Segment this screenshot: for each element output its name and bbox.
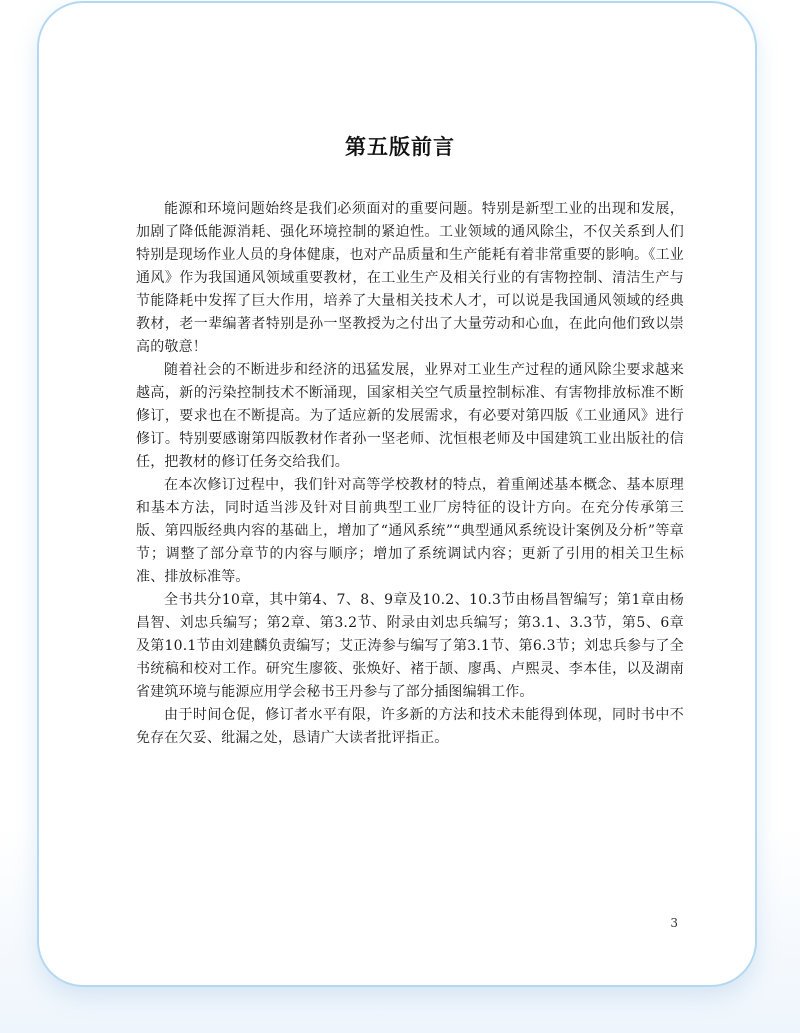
paragraph-4: 全书共分10章，其中第4、7、8、9章及10.2、10.3节由杨昌智编写；第1章由杨昌智、刘忠兵编写；第2章、第3.2节、附录由刘忠兵编写；第3.1、3.3节，第5、6章及第10.1节由刘建麟负责编写；艾正涛参与编写了第3.1节、第6.3节；刘忠兵参与了全书统稿和校对工作。研究生廖筱、张焕好、褚于颉、廖禹、卢熙灵、李本佳，以及湖南省建筑环境与能源应用学会秘书王丹参与了部分插图编辑工作。 — [136, 592, 684, 700]
paragraph-1: 能源和环境问题始终是我们必须面对的重要问题。特别是新型工业的出现和发展，加剧了降低能源消耗、强化环境控制的紧迫性。工业领域的通风除尘，不仅关系到人们特别是现场作业人员的身体健康，也对产品质量和生产能耗有着非常重要的影响。《工业通风》作为我国通风领域重要教材，在工业生产及相关行业的有害物控制、清洁生产与节能降耗中发挥了巨大作用，培养了大量相关技术人才，可以说是我国通风领域的经典教材，老一辈编著者特别是孙一坚教授为之付出了大量劳动和心血，在此向他们致以崇高的敬意！ — [136, 201, 684, 355]
paragraph-3: 在本次修订过程中，我们针对高等学校教材的特点，着重阐述基本概念、基本原理和基本方法，同时适当涉及针对目前典型工业厂房特征的设计方向。在充分传承第三版、第四版经典内容的基础上，增加了“通风系统”“典型通风系统设计案例及分析”等章节；调整了部分章节的内容与顺序；增加了系统调试内容；更新了引用的相关卫生标准、排放标准等。 — [136, 477, 684, 585]
paragraph-2: 随着社会的不断进步和经济的迅猛发展，业界对工业生产过程的通风除尘要求越来越高，新的污染控制技术不断涌现，国家相关空气质量控制标准、有害物排放标准不断修订，要求也在不断提高。为了适应新的发展需求，有必要对第四版《工业通风》进行修订。特别要感谢第四版教材作者孙一坚老师、沈恒根老师及中国建筑工业出版社的信任，把教材的修订任务交给我们。 — [136, 362, 684, 470]
page-title: 第五版前言 — [345, 134, 455, 159]
preface-body — [136, 198, 684, 750]
paragraph-5: 由于时间仓促，修订者水平有限，许多新的方法和技术未能得到体现，同时书中不免存在欠妥、纰漏之处，恳请广大读者批评指正。 — [136, 707, 684, 746]
page-number: 3 — [670, 916, 678, 930]
